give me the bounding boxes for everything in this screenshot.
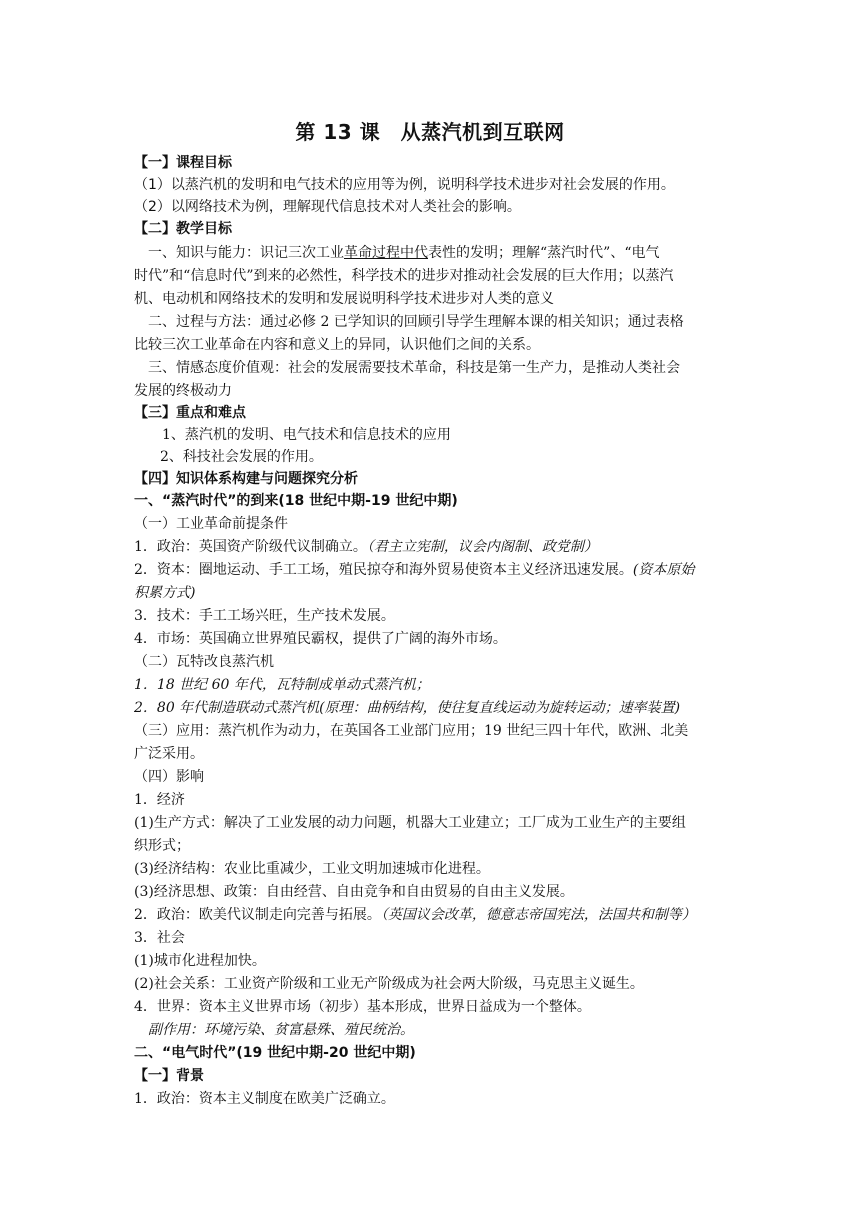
impact-economy: 1．经济 [134,792,185,808]
prereq-politics [134,537,734,557]
section-heading-key-points: 【三】重点和难点 [134,405,246,421]
underlined-text: 革命过程中代 [344,245,428,261]
section-heading-knowledge-system: 【四】知识体系构建与问题探究分析 [134,471,358,487]
impact-world: 4．世界：资本主义世界市场（初步）基本形成，世界日益成为一个整体。 [134,999,591,1015]
subsection-prerequisites: （一）工业革命前提条件 [134,516,288,532]
prereq-politics-note: （君主立宪制，议会内阁制、政党制） [366,539,598,555]
teaching-goal-knowledge-part-b: 表性的发明；理解“蒸汽时代”、“电气 [428,245,660,261]
prereq-capital-note: (资本原始 [632,562,695,578]
goal-item-2: （2）以网络技术为例，理解现代信息技术对人类社会的影响。 [134,199,521,215]
background-politics: 1．政治：资本主义制度在欧美广泛确立。 [134,1091,395,1107]
section-heading-course-goals: 【一】课程目标 [134,155,232,171]
impact-politics-note: （英国议会改革，德意志帝国宪法，法国共和制等） [380,907,696,923]
impact-society-urbanization: (1)城市化进程加快。 [134,953,266,969]
section-heading-background: 【一】背景 [134,1068,204,1084]
teaching-goal-knowledge-part-a: 一、知识与能力：识记三次工业 [148,245,344,261]
impact-economy-production: (1)生产方式：解决了工业发展的动力问题，机器大工业建立；工厂成为工业生产的主要组 [134,815,686,831]
part-2-title: 二、“电气时代”(19 世纪中期-20 世纪中期) [134,1045,416,1061]
side-effects: 副作用：环境污染、贫富悬殊、殖民统治。 [148,1022,414,1038]
watt-item-2: 2．80 年代制造联动式蒸汽机(原理：曲柄结构，使往复直线运动为旋转运动；速率装置) [134,700,681,716]
impact-politics-text: 2．政治：欧美代议制走向完善与拓展。 [134,907,381,923]
impact-society-relations: (2)社会关系：工业资产阶级和工业无产阶级成为社会两大阶级，马克思主义诞生。 [134,976,644,992]
teaching-goal-process-line-2: 比较三次工业革命在内容和意义上的异同，认识他们之间的关系。 [134,337,540,353]
prereq-market: 4．市场：英国确立世界殖民霸权，提供了广阔的海外市场。 [134,631,507,647]
section-heading-teaching-goals: 【二】教学目标 [134,221,232,237]
impact-society: 3．社会 [134,930,185,946]
teaching-goal-knowledge-line-3: 机、电动机和网络技术的发明和发展说明科学技术进步对人类的意义 [134,291,554,307]
key-point-2: 2、科技社会发展的作用。 [160,449,323,465]
goal-item-1: （1）以蒸汽机的发明和电气技术的应用等为例，说明科学技术进步对社会发展的作用。 [134,177,675,193]
part-1-title: 一、“蒸汽时代”的到来(18 世纪中期-19 世纪中期) [134,493,458,509]
impact-economy-policy: (3)经济思想、政策：自由经营、自由竞争和自由贸易的自由主义发展。 [134,884,574,900]
teaching-goal-values: 三、情感态度价值观：社会的发展需要技术革命，科技是第一生产力，是推动人类社会 [148,360,680,376]
watt-item-1: 1．18 世纪 60 年代，瓦特制成单动式蒸汽机； [134,677,430,693]
subsection-impact: （四）影响 [134,769,204,785]
teaching-goal-knowledge [148,243,748,263]
teaching-goal-values-line-2: 发展的终极动力 [134,383,232,399]
impact-politics [134,905,734,925]
teaching-goal-knowledge-line-2: 时代”和“信息时代”到来的必然性，科学技术的进步对推动社会发展的巨大作用；以蒸汽 [134,268,674,284]
prereq-politics-text: 1．政治：英国资产阶级代议制确立。 [134,539,367,555]
prereq-capital-note-line-2: 积累方式) [134,585,196,601]
prereq-technology: 3．技术：手工工场兴旺，生产技术发展。 [134,608,395,624]
key-point-1: 1、蒸汽机的发明、电气技术和信息技术的应用 [162,427,451,443]
subsection-watt: （二）瓦特改良蒸汽机 [134,654,274,670]
impact-economy-structure: (3)经济结构：农业比重减少，工业文明加速城市化进程。 [134,861,490,877]
page-title: 第 13 课 从蒸汽机到互联网 [295,120,565,144]
subsection-application-line-2: 广泛采用。 [134,746,204,762]
teaching-goal-process: 二、过程与方法：通过必修 2 已学知识的回顾引导学生理解本课的相关知识；通过表格 [148,314,684,330]
prereq-capital-text: 2．资本：圈地运动、手工工场，殖民掠夺和海外贸易使资本主义经济迅速发展。 [134,562,633,578]
subsection-application: （三）应用：蒸汽机作为动力，在英国各工业部门应用；19 世纪三四十年代，欧洲、北美 [134,723,689,739]
impact-economy-production-line-2: 织形式； [134,838,190,854]
prereq-capital [134,560,734,580]
